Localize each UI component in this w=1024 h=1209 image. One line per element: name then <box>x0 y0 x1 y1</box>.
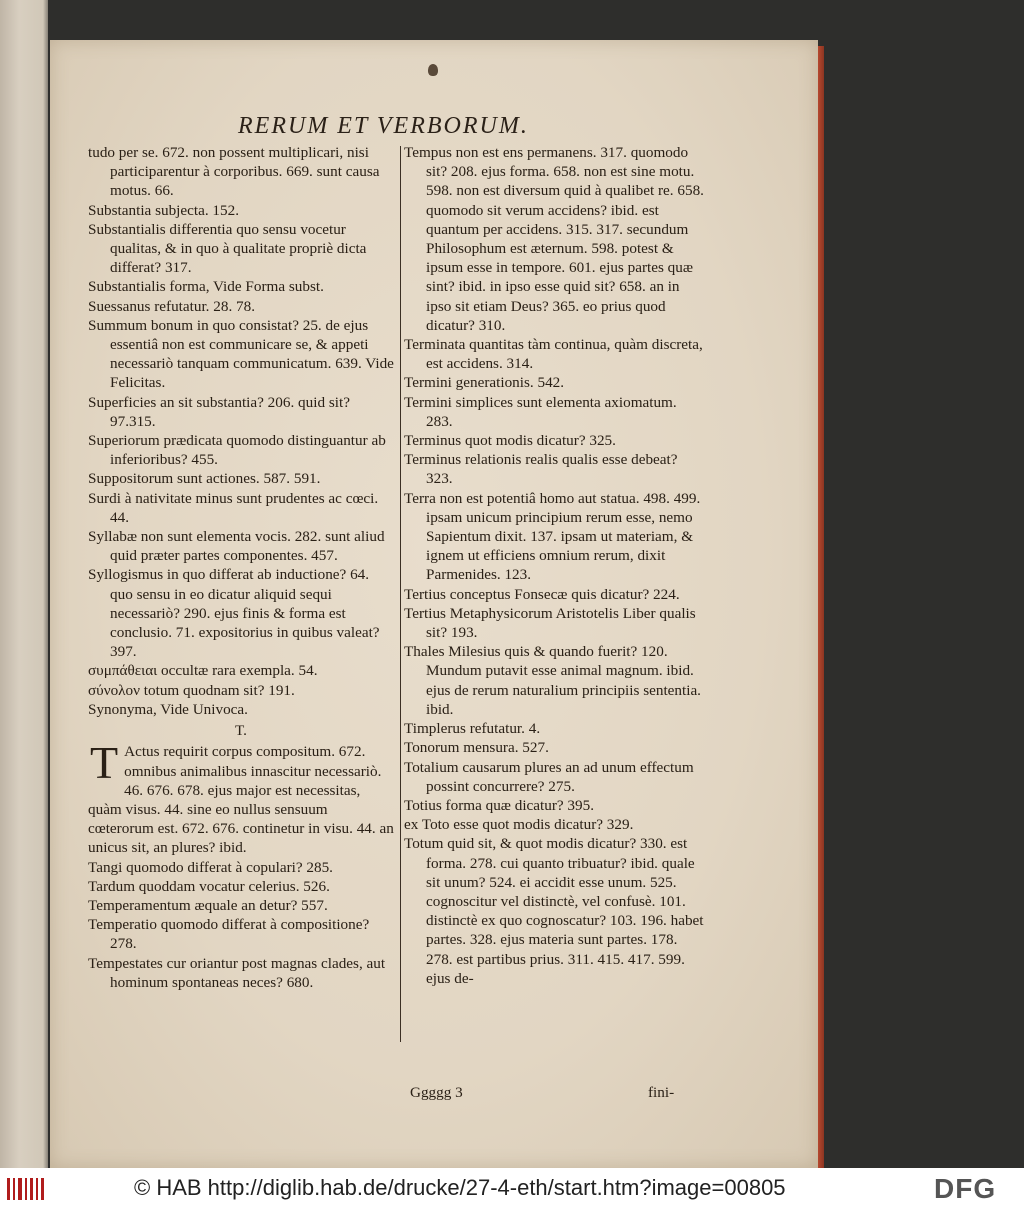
index-entry: Substantia subjecta. 152. <box>88 201 240 219</box>
page-red-edge <box>818 46 824 1168</box>
index-entry: Terminus quot modis dicatur? 325. <box>404 432 616 450</box>
index-entry: Actus requirit corpus compositum. 672. omnibus animalibus innascitur necessariò. 46. 676. 678. ejus major est necessitas, quàm visus. 44. sine eo nullus sensuum cœterorum est. 672. 676. continetur in visu. 44. an unicus sit, an plures? ibid. <box>88 743 394 857</box>
index-entry: Tertius conceptus Fonsecæ quis dicatur? 224. <box>404 585 680 603</box>
dropcap-letter: T <box>90 737 119 789</box>
index-entry: Temperamentum æquale an detur? 557. <box>88 896 328 914</box>
library-barcode-icon <box>6 1176 46 1202</box>
index-entry: Substantialis forma, Vide Forma subst. <box>88 278 324 296</box>
index-entry: συμπάθειαι occultæ rara exempla. 54. <box>88 662 318 680</box>
adjacent-page-edge <box>0 0 48 1168</box>
index-entry: Superficies an sit substantia? 206. quid sit? 97.315. <box>88 393 350 430</box>
index-entry: ex Toto esse quot modis dicatur? 329. <box>404 816 634 834</box>
copyright-credit[interactable]: © HAB http://diglib.hab.de/drucke/27-4-eth/start.htm?image=00805 <box>134 1175 786 1200</box>
index-entry: Syllabæ non sunt elementa vocis. 282. sunt aliud quid præter partes componentes. 457. <box>88 528 385 565</box>
index-entry: Tempestates cur oriantur post magnas clades, aut hominum spontaneas neces? 680. <box>88 954 386 991</box>
dfg-logo: DFG <box>934 1173 997 1204</box>
index-entry: Thales Milesius quis & quando fuerit? 120. Mundum putavit esse animal magnum. ibid. ejus de rerum naturalium principiis sententia. ibid. <box>404 643 701 718</box>
index-entry: Timplerus refutatur. 4. <box>404 720 541 738</box>
index-entry: σύνολον totum quodnam sit? 191. <box>88 681 295 699</box>
section-letter: T. <box>235 722 247 740</box>
catchword: fini- <box>648 1084 675 1101</box>
index-entry: Termini generationis. 542. <box>404 374 565 392</box>
index-entry: Syllogismus in quo differat ab inductione? 64. quo sensu in eo dicatur aliquid sequi necessariò? 290. ejus finis & forma est conclusio. 71. expositorius in quibus valeat? 397. <box>88 566 380 661</box>
column-divider <box>400 146 401 1042</box>
index-entry: Terminus relationis realis qualis esse debeat? 323. <box>404 451 678 488</box>
index-entry: Tertius Metaphysicorum Aristotelis Liber qualis sit? 193. <box>404 604 696 642</box>
index-entry: Totius forma quæ dicatur? 395. <box>404 796 595 814</box>
dropcap-entry <box>88 737 394 857</box>
index-entry: tudo per se. 672. non possent multiplicari, nisi participarentur à corporibus. 669. sunt causa motus. 66. <box>88 144 380 200</box>
signature-mark: Ggggg 3 <box>410 1084 463 1101</box>
index-entry: Terminata quantitas tàm continua, quàm discreta, est accidens. 314. <box>404 336 703 373</box>
ornament-mark-icon <box>428 64 438 76</box>
index-entry: Surdi à nativitate minus sunt prudentes ac cœci. 44. <box>88 489 379 526</box>
index-entry: Tangi quomodo differat à copulari? 285. <box>88 858 333 876</box>
index-entry: Substantialis differentia quo sensu vocetur qualitas, & in quo à qualitate propriè dicta differat? 317. <box>88 220 367 277</box>
index-entry: Suessanus refutatur. 28. 78. <box>88 297 256 315</box>
index-entry: Totalium causarum plures an ad unum effectum possint concurrere? 275. <box>404 758 694 795</box>
index-entry: Suppositorum sunt actiones. 587. 591. <box>88 470 321 488</box>
index-entry: Termini simplices sunt elementa axiomatum. 283. <box>404 393 677 430</box>
index-entry: Tardum quoddam vocatur celerius. 526. <box>88 877 330 895</box>
index-entry: Tonorum mensura. 527. <box>404 739 549 757</box>
scanned-page <box>50 40 818 1168</box>
index-entry: Temperatio quomodo differat à compositione? 278. <box>88 916 370 953</box>
page-gutter-shadow <box>43 0 48 1168</box>
right-column <box>404 143 704 988</box>
running-head: RERUM ET VERBORUM. <box>238 113 529 139</box>
index-entry: Totum quid sit, & quot modis dicatur? 330. est forma. 278. cui quanto tribuatur? ibid. quale sit unum? 524. ei accidit esse unum. 525. cognoscitur vel distinctè, vel confusè. 101. distinctè ex quo cognoscatur? 103. 196. habet partes. 328. ejus materia sunt partes. 178. 278. est partibus prius. 311. 415. 417. 599. ejus de- <box>404 835 704 987</box>
index-entry: Summum bonum in quo consistat? 25. de ejus essentiâ non est communicare se, & appeti necessariò tanquam communicatum. 639. Vide Felicitas. <box>88 316 394 392</box>
index-entry: Synonyma, Vide Univoca. <box>88 700 248 718</box>
index-entry: Superiorum prædicata quomodo distinguantur ab inferioribus? 455. <box>88 432 386 469</box>
left-column <box>88 143 394 992</box>
footer-bar <box>0 1168 1024 1209</box>
index-entry: Terra non est potentiâ homo aut statua. 498. 499. ipsam unicum principium rerum esse, nemo Sapientum dixit. 137. ipsam ut materiam, & ignem ut efficiens omnium rerum, dixit Parmenides. 123. <box>404 489 701 584</box>
index-entry: Tempus non est ens permanens. 317. quomodo sit? 208. ejus forma. 658. non est sine motu. 598. non est diversum quid à qualibet re. 658. quomodo sit verum accidens? ibid. est quantum per accidens. 315. 317. secundum Philosophum est æternum. 598. potest & ipsum esse in tempore. 601. ejus partes quæ sint? ibid. in ipso esse quid sit? 658. an in ipso sit etiam Deus? 365. eo prius quod dicatur? 310. <box>404 144 704 334</box>
